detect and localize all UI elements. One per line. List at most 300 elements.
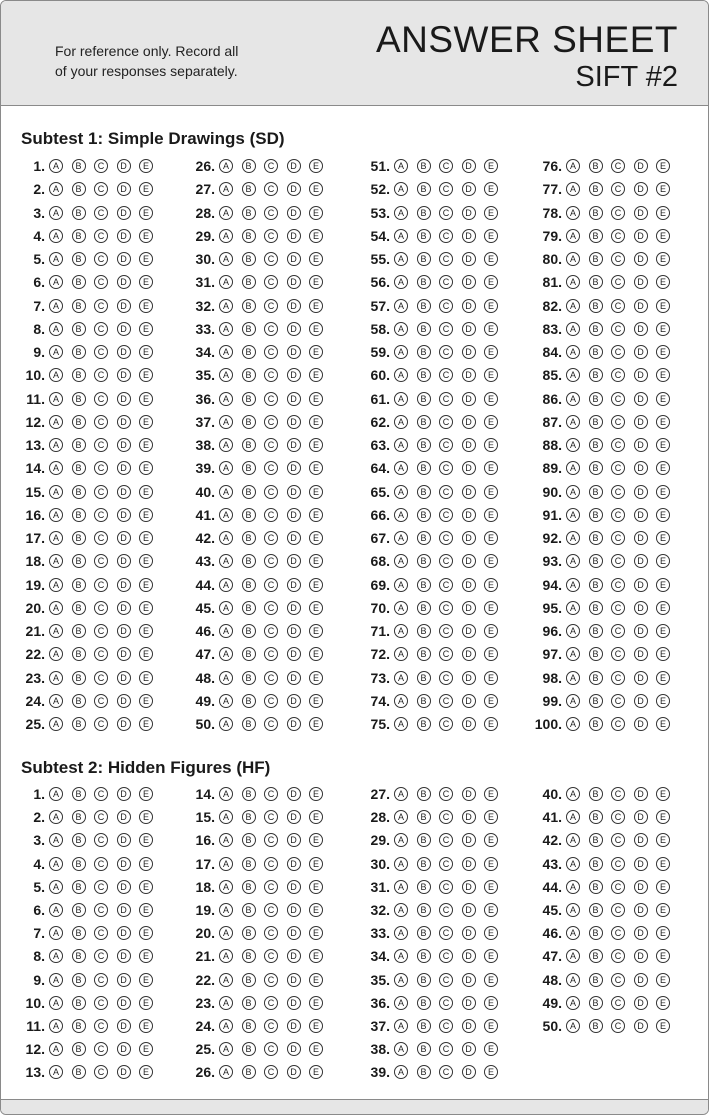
answer-bubble-a[interactable]: A bbox=[49, 903, 63, 917]
answer-bubble-e[interactable]: E bbox=[484, 857, 498, 871]
answer-bubble-d[interactable]: D bbox=[462, 694, 476, 708]
answer-bubble-c[interactable]: C bbox=[611, 694, 625, 708]
answer-bubble-b[interactable]: B bbox=[589, 229, 603, 243]
answer-bubble-b[interactable]: B bbox=[242, 973, 256, 987]
answer-bubble-d[interactable]: D bbox=[634, 1019, 648, 1033]
answer-bubble-b[interactable]: B bbox=[242, 601, 256, 615]
answer-bubble-e[interactable]: E bbox=[139, 368, 153, 382]
answer-bubble-a[interactable]: A bbox=[49, 368, 63, 382]
answer-bubble-c[interactable]: C bbox=[94, 601, 108, 615]
answer-bubble-e[interactable]: E bbox=[139, 415, 153, 429]
answer-bubble-a[interactable]: A bbox=[49, 601, 63, 615]
answer-bubble-e[interactable]: E bbox=[139, 671, 153, 685]
answer-bubble-b[interactable]: B bbox=[242, 717, 256, 731]
answer-bubble-d[interactable]: D bbox=[117, 392, 131, 406]
answer-bubble-d[interactable]: D bbox=[462, 857, 476, 871]
answer-bubble-a[interactable]: A bbox=[49, 810, 63, 824]
answer-bubble-a[interactable]: A bbox=[49, 880, 63, 894]
answer-bubble-d[interactable]: D bbox=[287, 1042, 301, 1056]
answer-bubble-c[interactable]: C bbox=[264, 345, 278, 359]
answer-bubble-b[interactable]: B bbox=[72, 949, 86, 963]
answer-bubble-d[interactable]: D bbox=[634, 671, 648, 685]
answer-bubble-b[interactable]: B bbox=[417, 787, 431, 801]
answer-bubble-e[interactable]: E bbox=[484, 368, 498, 382]
answer-bubble-a[interactable]: A bbox=[394, 368, 408, 382]
answer-bubble-d[interactable]: D bbox=[462, 159, 476, 173]
answer-bubble-c[interactable]: C bbox=[439, 949, 453, 963]
answer-bubble-a[interactable]: A bbox=[394, 1065, 408, 1079]
answer-bubble-e[interactable]: E bbox=[484, 345, 498, 359]
answer-bubble-e[interactable]: E bbox=[309, 624, 323, 638]
answer-bubble-b[interactable]: B bbox=[72, 438, 86, 452]
answer-bubble-b[interactable]: B bbox=[72, 485, 86, 499]
answer-bubble-b[interactable]: B bbox=[589, 299, 603, 313]
answer-bubble-a[interactable]: A bbox=[49, 299, 63, 313]
answer-bubble-c[interactable]: C bbox=[439, 554, 453, 568]
answer-bubble-a[interactable]: A bbox=[394, 554, 408, 568]
answer-bubble-a[interactable]: A bbox=[219, 1019, 233, 1033]
answer-bubble-b[interactable]: B bbox=[589, 996, 603, 1010]
answer-bubble-e[interactable]: E bbox=[484, 508, 498, 522]
answer-bubble-a[interactable]: A bbox=[394, 159, 408, 173]
answer-bubble-c[interactable]: C bbox=[94, 996, 108, 1010]
answer-bubble-c[interactable]: C bbox=[264, 903, 278, 917]
answer-bubble-c[interactable]: C bbox=[439, 578, 453, 592]
answer-bubble-a[interactable]: A bbox=[49, 1019, 63, 1033]
answer-bubble-a[interactable]: A bbox=[219, 415, 233, 429]
answer-bubble-b[interactable]: B bbox=[242, 810, 256, 824]
answer-bubble-c[interactable]: C bbox=[264, 508, 278, 522]
answer-bubble-a[interactable]: A bbox=[219, 159, 233, 173]
answer-bubble-c[interactable]: C bbox=[264, 1065, 278, 1079]
answer-bubble-e[interactable]: E bbox=[656, 647, 670, 661]
answer-bubble-d[interactable]: D bbox=[287, 578, 301, 592]
answer-bubble-c[interactable]: C bbox=[94, 182, 108, 196]
answer-bubble-c[interactable]: C bbox=[439, 880, 453, 894]
answer-bubble-c[interactable]: C bbox=[264, 926, 278, 940]
answer-bubble-e[interactable]: E bbox=[484, 1065, 498, 1079]
answer-bubble-e[interactable]: E bbox=[309, 415, 323, 429]
answer-bubble-e[interactable]: E bbox=[656, 949, 670, 963]
answer-bubble-c[interactable]: C bbox=[94, 229, 108, 243]
answer-bubble-c[interactable]: C bbox=[611, 857, 625, 871]
answer-bubble-c[interactable]: C bbox=[94, 857, 108, 871]
answer-bubble-b[interactable]: B bbox=[242, 485, 256, 499]
answer-bubble-b[interactable]: B bbox=[589, 717, 603, 731]
answer-bubble-b[interactable]: B bbox=[242, 787, 256, 801]
answer-bubble-a[interactable]: A bbox=[49, 624, 63, 638]
answer-bubble-e[interactable]: E bbox=[139, 973, 153, 987]
answer-bubble-b[interactable]: B bbox=[72, 578, 86, 592]
answer-bubble-c[interactable]: C bbox=[611, 601, 625, 615]
answer-bubble-e[interactable]: E bbox=[309, 322, 323, 336]
answer-bubble-b[interactable]: B bbox=[417, 159, 431, 173]
answer-bubble-a[interactable]: A bbox=[219, 949, 233, 963]
answer-bubble-a[interactable]: A bbox=[566, 624, 580, 638]
answer-bubble-c[interactable]: C bbox=[94, 1019, 108, 1033]
answer-bubble-e[interactable]: E bbox=[309, 182, 323, 196]
answer-bubble-c[interactable]: C bbox=[264, 880, 278, 894]
answer-bubble-c[interactable]: C bbox=[439, 531, 453, 545]
answer-bubble-a[interactable]: A bbox=[566, 415, 580, 429]
answer-bubble-a[interactable]: A bbox=[219, 299, 233, 313]
answer-bubble-d[interactable]: D bbox=[287, 624, 301, 638]
answer-bubble-d[interactable]: D bbox=[117, 531, 131, 545]
answer-bubble-e[interactable]: E bbox=[656, 229, 670, 243]
answer-bubble-c[interactable]: C bbox=[94, 647, 108, 661]
answer-bubble-b[interactable]: B bbox=[72, 671, 86, 685]
answer-bubble-b[interactable]: B bbox=[417, 1065, 431, 1079]
answer-bubble-c[interactable]: C bbox=[94, 415, 108, 429]
answer-bubble-d[interactable]: D bbox=[634, 810, 648, 824]
answer-bubble-e[interactable]: E bbox=[309, 694, 323, 708]
answer-bubble-d[interactable]: D bbox=[462, 810, 476, 824]
answer-bubble-b[interactable]: B bbox=[589, 252, 603, 266]
answer-bubble-a[interactable]: A bbox=[566, 206, 580, 220]
answer-bubble-d[interactable]: D bbox=[634, 275, 648, 289]
answer-bubble-c[interactable]: C bbox=[439, 299, 453, 313]
answer-bubble-e[interactable]: E bbox=[484, 833, 498, 847]
answer-bubble-d[interactable]: D bbox=[462, 880, 476, 894]
answer-bubble-c[interactable]: C bbox=[611, 554, 625, 568]
answer-bubble-d[interactable]: D bbox=[117, 880, 131, 894]
answer-bubble-a[interactable]: A bbox=[394, 973, 408, 987]
answer-bubble-d[interactable]: D bbox=[634, 949, 648, 963]
answer-bubble-e[interactable]: E bbox=[656, 694, 670, 708]
answer-bubble-a[interactable]: A bbox=[394, 949, 408, 963]
answer-bubble-c[interactable]: C bbox=[611, 392, 625, 406]
answer-bubble-a[interactable]: A bbox=[219, 973, 233, 987]
answer-bubble-a[interactable]: A bbox=[394, 857, 408, 871]
answer-bubble-c[interactable]: C bbox=[264, 1019, 278, 1033]
answer-bubble-b[interactable]: B bbox=[72, 996, 86, 1010]
answer-bubble-a[interactable]: A bbox=[566, 578, 580, 592]
answer-bubble-a[interactable]: A bbox=[566, 926, 580, 940]
answer-bubble-d[interactable]: D bbox=[462, 345, 476, 359]
answer-bubble-b[interactable]: B bbox=[417, 368, 431, 382]
answer-bubble-c[interactable]: C bbox=[264, 973, 278, 987]
answer-bubble-d[interactable]: D bbox=[462, 578, 476, 592]
answer-bubble-d[interactable]: D bbox=[287, 415, 301, 429]
answer-bubble-b[interactable]: B bbox=[589, 833, 603, 847]
answer-bubble-e[interactable]: E bbox=[656, 345, 670, 359]
answer-bubble-c[interactable]: C bbox=[611, 671, 625, 685]
answer-bubble-d[interactable]: D bbox=[117, 299, 131, 313]
answer-bubble-e[interactable]: E bbox=[484, 624, 498, 638]
answer-bubble-d[interactable]: D bbox=[462, 647, 476, 661]
answer-bubble-c[interactable]: C bbox=[94, 554, 108, 568]
answer-bubble-d[interactable]: D bbox=[462, 438, 476, 452]
answer-bubble-a[interactable]: A bbox=[219, 671, 233, 685]
answer-bubble-e[interactable]: E bbox=[139, 299, 153, 313]
answer-bubble-d[interactable]: D bbox=[462, 787, 476, 801]
answer-bubble-b[interactable]: B bbox=[72, 252, 86, 266]
answer-bubble-a[interactable]: A bbox=[566, 508, 580, 522]
answer-bubble-a[interactable]: A bbox=[49, 252, 63, 266]
answer-bubble-e[interactable]: E bbox=[309, 601, 323, 615]
answer-bubble-b[interactable]: B bbox=[242, 438, 256, 452]
answer-bubble-e[interactable]: E bbox=[656, 322, 670, 336]
answer-bubble-a[interactable]: A bbox=[49, 485, 63, 499]
answer-bubble-d[interactable]: D bbox=[634, 880, 648, 894]
answer-bubble-a[interactable]: A bbox=[566, 880, 580, 894]
answer-bubble-c[interactable]: C bbox=[439, 647, 453, 661]
answer-bubble-c[interactable]: C bbox=[439, 857, 453, 871]
answer-bubble-b[interactable]: B bbox=[589, 368, 603, 382]
answer-bubble-d[interactable]: D bbox=[117, 1042, 131, 1056]
answer-bubble-e[interactable]: E bbox=[484, 1019, 498, 1033]
answer-bubble-a[interactable]: A bbox=[566, 554, 580, 568]
answer-bubble-c[interactable]: C bbox=[611, 159, 625, 173]
answer-bubble-b[interactable]: B bbox=[72, 368, 86, 382]
answer-bubble-c[interactable]: C bbox=[264, 787, 278, 801]
answer-bubble-b[interactable]: B bbox=[72, 833, 86, 847]
answer-bubble-e[interactable]: E bbox=[309, 857, 323, 871]
answer-bubble-a[interactable]: A bbox=[566, 694, 580, 708]
answer-bubble-d[interactable]: D bbox=[287, 1019, 301, 1033]
answer-bubble-a[interactable]: A bbox=[566, 438, 580, 452]
answer-bubble-a[interactable]: A bbox=[566, 973, 580, 987]
answer-bubble-a[interactable]: A bbox=[49, 275, 63, 289]
answer-bubble-c[interactable]: C bbox=[439, 229, 453, 243]
answer-bubble-d[interactable]: D bbox=[634, 252, 648, 266]
answer-bubble-b[interactable]: B bbox=[417, 810, 431, 824]
answer-bubble-c[interactable]: C bbox=[439, 624, 453, 638]
answer-bubble-a[interactable]: A bbox=[219, 880, 233, 894]
answer-bubble-e[interactable]: E bbox=[139, 810, 153, 824]
answer-bubble-c[interactable]: C bbox=[94, 949, 108, 963]
answer-bubble-d[interactable]: D bbox=[117, 252, 131, 266]
answer-bubble-e[interactable]: E bbox=[484, 717, 498, 731]
answer-bubble-c[interactable]: C bbox=[264, 461, 278, 475]
answer-bubble-c[interactable]: C bbox=[439, 508, 453, 522]
answer-bubble-d[interactable]: D bbox=[287, 949, 301, 963]
answer-bubble-b[interactable]: B bbox=[589, 880, 603, 894]
answer-bubble-b[interactable]: B bbox=[72, 159, 86, 173]
answer-bubble-b[interactable]: B bbox=[72, 717, 86, 731]
answer-bubble-a[interactable]: A bbox=[49, 508, 63, 522]
answer-bubble-a[interactable]: A bbox=[49, 159, 63, 173]
answer-bubble-a[interactable]: A bbox=[394, 508, 408, 522]
answer-bubble-e[interactable]: E bbox=[484, 810, 498, 824]
answer-bubble-d[interactable]: D bbox=[462, 717, 476, 731]
answer-bubble-e[interactable]: E bbox=[484, 438, 498, 452]
answer-bubble-e[interactable]: E bbox=[139, 926, 153, 940]
answer-bubble-e[interactable]: E bbox=[656, 833, 670, 847]
answer-bubble-d[interactable]: D bbox=[634, 159, 648, 173]
answer-bubble-e[interactable]: E bbox=[139, 647, 153, 661]
answer-bubble-d[interactable]: D bbox=[117, 833, 131, 847]
answer-bubble-c[interactable]: C bbox=[439, 694, 453, 708]
answer-bubble-d[interactable]: D bbox=[634, 787, 648, 801]
answer-bubble-d[interactable]: D bbox=[462, 182, 476, 196]
answer-bubble-a[interactable]: A bbox=[394, 996, 408, 1010]
answer-bubble-d[interactable]: D bbox=[117, 973, 131, 987]
answer-bubble-b[interactable]: B bbox=[242, 694, 256, 708]
answer-bubble-b[interactable]: B bbox=[417, 647, 431, 661]
answer-bubble-c[interactable]: C bbox=[439, 345, 453, 359]
answer-bubble-e[interactable]: E bbox=[656, 787, 670, 801]
answer-bubble-a[interactable]: A bbox=[49, 647, 63, 661]
answer-bubble-a[interactable]: A bbox=[566, 671, 580, 685]
answer-bubble-b[interactable]: B bbox=[589, 322, 603, 336]
answer-bubble-c[interactable]: C bbox=[94, 694, 108, 708]
answer-bubble-b[interactable]: B bbox=[242, 1019, 256, 1033]
answer-bubble-a[interactable]: A bbox=[566, 833, 580, 847]
answer-bubble-d[interactable]: D bbox=[462, 252, 476, 266]
answer-bubble-a[interactable]: A bbox=[394, 182, 408, 196]
answer-bubble-c[interactable]: C bbox=[94, 159, 108, 173]
answer-bubble-c[interactable]: C bbox=[264, 694, 278, 708]
answer-bubble-b[interactable]: B bbox=[417, 275, 431, 289]
answer-bubble-b[interactable]: B bbox=[417, 252, 431, 266]
answer-bubble-c[interactable]: C bbox=[611, 508, 625, 522]
answer-bubble-a[interactable]: A bbox=[219, 996, 233, 1010]
answer-bubble-a[interactable]: A bbox=[49, 787, 63, 801]
answer-bubble-e[interactable]: E bbox=[656, 578, 670, 592]
answer-bubble-a[interactable]: A bbox=[394, 810, 408, 824]
answer-bubble-d[interactable]: D bbox=[117, 275, 131, 289]
answer-bubble-e[interactable]: E bbox=[309, 229, 323, 243]
answer-bubble-e[interactable]: E bbox=[484, 671, 498, 685]
answer-bubble-c[interactable]: C bbox=[611, 229, 625, 243]
answer-bubble-d[interactable]: D bbox=[462, 229, 476, 243]
answer-bubble-b[interactable]: B bbox=[242, 252, 256, 266]
answer-bubble-e[interactable]: E bbox=[309, 368, 323, 382]
answer-bubble-b[interactable]: B bbox=[72, 926, 86, 940]
answer-bubble-a[interactable]: A bbox=[394, 252, 408, 266]
answer-bubble-e[interactable]: E bbox=[309, 926, 323, 940]
answer-bubble-d[interactable]: D bbox=[634, 182, 648, 196]
answer-bubble-b[interactable]: B bbox=[242, 508, 256, 522]
answer-bubble-d[interactable]: D bbox=[287, 973, 301, 987]
answer-bubble-b[interactable]: B bbox=[72, 182, 86, 196]
answer-bubble-e[interactable]: E bbox=[139, 717, 153, 731]
answer-bubble-c[interactable]: C bbox=[439, 926, 453, 940]
answer-bubble-c[interactable]: C bbox=[611, 647, 625, 661]
answer-bubble-e[interactable]: E bbox=[309, 949, 323, 963]
answer-bubble-c[interactable]: C bbox=[94, 578, 108, 592]
answer-bubble-c[interactable]: C bbox=[264, 578, 278, 592]
answer-bubble-a[interactable]: A bbox=[566, 368, 580, 382]
answer-bubble-c[interactable]: C bbox=[439, 182, 453, 196]
answer-bubble-b[interactable]: B bbox=[242, 206, 256, 220]
answer-bubble-d[interactable]: D bbox=[462, 275, 476, 289]
answer-bubble-c[interactable]: C bbox=[264, 392, 278, 406]
answer-bubble-b[interactable]: B bbox=[589, 973, 603, 987]
answer-bubble-c[interactable]: C bbox=[611, 996, 625, 1010]
answer-bubble-a[interactable]: A bbox=[394, 206, 408, 220]
answer-bubble-e[interactable]: E bbox=[656, 624, 670, 638]
answer-bubble-d[interactable]: D bbox=[634, 973, 648, 987]
answer-bubble-b[interactable]: B bbox=[72, 810, 86, 824]
answer-bubble-b[interactable]: B bbox=[242, 345, 256, 359]
answer-bubble-a[interactable]: A bbox=[219, 601, 233, 615]
answer-bubble-c[interactable]: C bbox=[94, 833, 108, 847]
answer-bubble-b[interactable]: B bbox=[589, 647, 603, 661]
answer-bubble-e[interactable]: E bbox=[139, 833, 153, 847]
answer-bubble-e[interactable]: E bbox=[139, 252, 153, 266]
answer-bubble-d[interactable]: D bbox=[634, 578, 648, 592]
answer-bubble-e[interactable]: E bbox=[656, 810, 670, 824]
answer-bubble-a[interactable]: A bbox=[49, 415, 63, 429]
answer-bubble-e[interactable]: E bbox=[139, 485, 153, 499]
answer-bubble-b[interactable]: B bbox=[417, 578, 431, 592]
answer-bubble-a[interactable]: A bbox=[394, 717, 408, 731]
answer-bubble-b[interactable]: B bbox=[242, 647, 256, 661]
answer-bubble-a[interactable]: A bbox=[49, 438, 63, 452]
answer-bubble-e[interactable]: E bbox=[139, 206, 153, 220]
answer-bubble-b[interactable]: B bbox=[242, 322, 256, 336]
answer-bubble-c[interactable]: C bbox=[94, 1042, 108, 1056]
answer-bubble-b[interactable]: B bbox=[417, 973, 431, 987]
answer-bubble-c[interactable]: C bbox=[611, 903, 625, 917]
answer-bubble-e[interactable]: E bbox=[309, 717, 323, 731]
answer-bubble-b[interactable]: B bbox=[72, 345, 86, 359]
answer-bubble-b[interactable]: B bbox=[589, 485, 603, 499]
answer-bubble-b[interactable]: B bbox=[589, 392, 603, 406]
answer-bubble-e[interactable]: E bbox=[484, 415, 498, 429]
answer-bubble-c[interactable]: C bbox=[439, 322, 453, 336]
answer-bubble-e[interactable]: E bbox=[309, 206, 323, 220]
answer-bubble-a[interactable]: A bbox=[394, 578, 408, 592]
answer-bubble-a[interactable]: A bbox=[49, 531, 63, 545]
answer-bubble-c[interactable]: C bbox=[611, 368, 625, 382]
answer-bubble-b[interactable]: B bbox=[242, 1065, 256, 1079]
answer-bubble-a[interactable]: A bbox=[566, 485, 580, 499]
answer-bubble-a[interactable]: A bbox=[219, 392, 233, 406]
answer-bubble-e[interactable]: E bbox=[139, 1065, 153, 1079]
answer-bubble-e[interactable]: E bbox=[656, 461, 670, 475]
answer-bubble-c[interactable]: C bbox=[439, 392, 453, 406]
answer-bubble-b[interactable]: B bbox=[242, 368, 256, 382]
answer-bubble-b[interactable]: B bbox=[72, 415, 86, 429]
answer-bubble-d[interactable]: D bbox=[117, 485, 131, 499]
answer-bubble-e[interactable]: E bbox=[484, 485, 498, 499]
answer-bubble-a[interactable]: A bbox=[566, 345, 580, 359]
answer-bubble-b[interactable]: B bbox=[72, 461, 86, 475]
answer-bubble-e[interactable]: E bbox=[656, 531, 670, 545]
answer-bubble-c[interactable]: C bbox=[611, 299, 625, 313]
answer-bubble-a[interactable]: A bbox=[566, 322, 580, 336]
answer-bubble-c[interactable]: C bbox=[94, 438, 108, 452]
answer-bubble-c[interactable]: C bbox=[94, 973, 108, 987]
answer-bubble-c[interactable]: C bbox=[264, 647, 278, 661]
answer-bubble-a[interactable]: A bbox=[49, 833, 63, 847]
answer-bubble-a[interactable]: A bbox=[394, 345, 408, 359]
answer-bubble-c[interactable]: C bbox=[264, 206, 278, 220]
answer-bubble-b[interactable]: B bbox=[589, 345, 603, 359]
answer-bubble-a[interactable]: A bbox=[49, 949, 63, 963]
answer-bubble-c[interactable]: C bbox=[611, 485, 625, 499]
answer-bubble-c[interactable]: C bbox=[439, 1019, 453, 1033]
answer-bubble-c[interactable]: C bbox=[439, 810, 453, 824]
answer-bubble-e[interactable]: E bbox=[484, 1042, 498, 1056]
answer-bubble-b[interactable]: B bbox=[589, 438, 603, 452]
answer-bubble-a[interactable]: A bbox=[566, 949, 580, 963]
answer-bubble-d[interactable]: D bbox=[462, 508, 476, 522]
answer-bubble-c[interactable]: C bbox=[439, 206, 453, 220]
answer-bubble-c[interactable]: C bbox=[439, 461, 453, 475]
answer-bubble-d[interactable]: D bbox=[287, 671, 301, 685]
answer-bubble-c[interactable]: C bbox=[439, 787, 453, 801]
answer-bubble-d[interactable]: D bbox=[462, 903, 476, 917]
answer-bubble-b[interactable]: B bbox=[242, 299, 256, 313]
answer-bubble-a[interactable]: A bbox=[49, 345, 63, 359]
answer-bubble-a[interactable]: A bbox=[394, 903, 408, 917]
answer-bubble-d[interactable]: D bbox=[634, 857, 648, 871]
answer-bubble-b[interactable]: B bbox=[72, 857, 86, 871]
